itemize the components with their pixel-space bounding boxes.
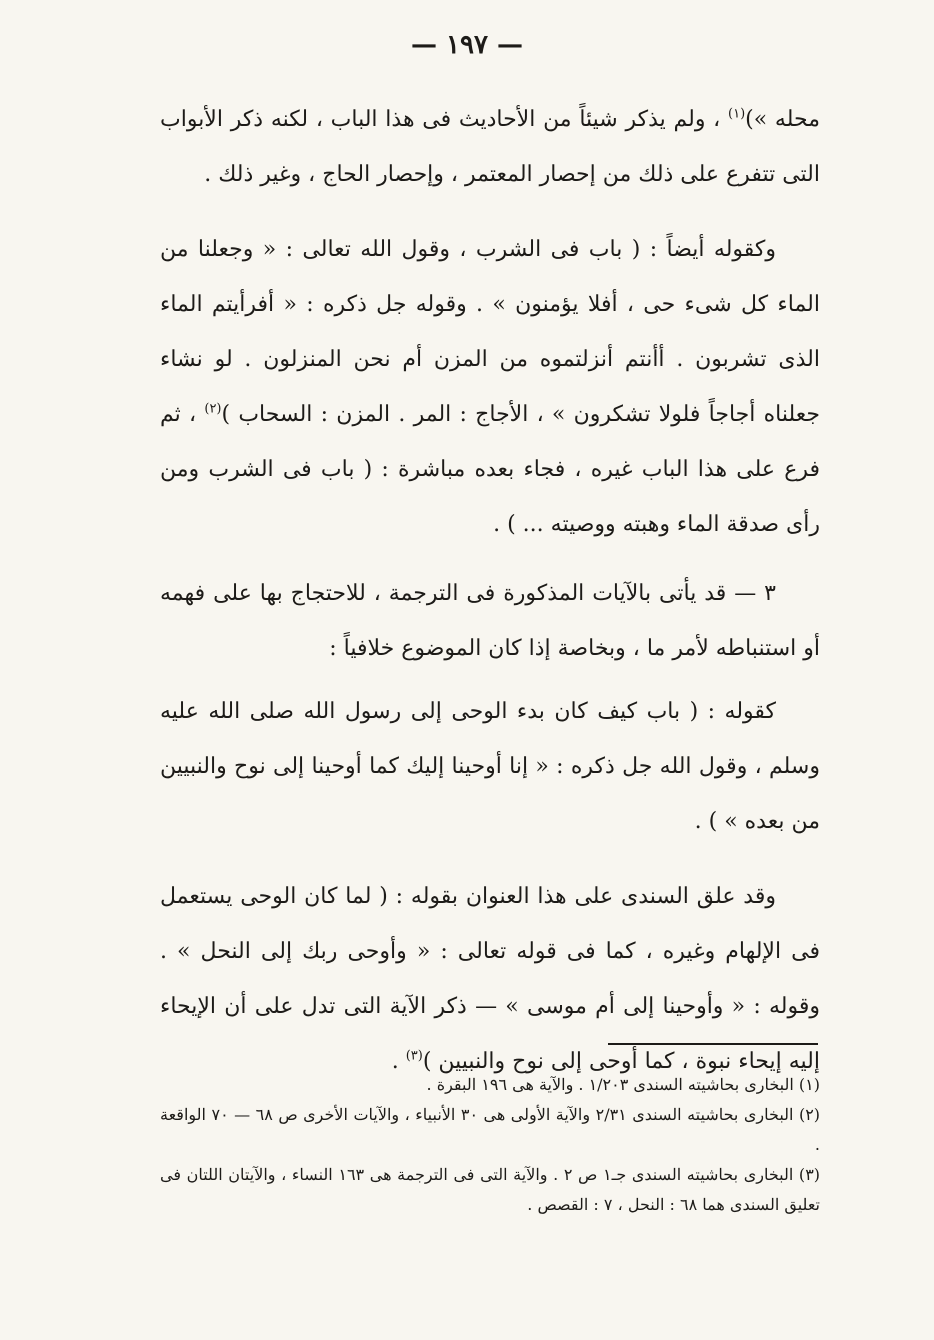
paragraph-1-rest: ، ولم يذكر شيئاً من الأحاديث فى هذا الباب ، لكنه ذكر الأبواب التى تتفرع على ذلك من إحصار المعتمر ، وإحصار الحاج ، وغير ذلك . [160,107,820,187]
paragraph-2 [160,222,820,552]
footnote-ref-1: (١) [728,106,746,122]
paragraph-4: كقوله : ( باب كيف كان بدء الوحى إلى رسول الله صلى الله عليه وسلم ، وقول الله جل ذكره : « إنا أوحينا إليك كما أوحينا إلى نوح والنبيين من بعده » ) . [160,699,820,834]
footnote-1: (١) البخارى بحاشيته السندى ١/٢٠٣ . والآية هى ١٩٦ البقرة . [426,1075,820,1094]
paragraph-1-start: محله ») [745,107,820,132]
paragraph-1 [160,92,820,202]
paragraph-5 [160,869,820,1089]
paragraph-5-rest: . [391,1049,406,1074]
paragraph-2-start: وكقوله أيضاً : ( باب فى الشرب ، وقول الله تعالى : « وجعلنا من الماء كل شىء حى ، أفلا يؤمنون » . وقوله جل ذكره : « أفرأيتم الماء الذى تشربون . أأنتم أنزلتموه من المزن أم نحن المنزلون . لو نشاء جعلناه أجاجاً فلولا تشكرون » ، الأجاج : المر . المزن : السحاب ) [160,237,820,427]
footnote-ref-2: (٢) [204,401,222,417]
footnote-2: (٢) البخارى بحاشيته السندى ٢/٣١ والآية الأولى هى ٣٠ الأنبياء ، والآيات الأخرى ص ٦٨ — ٧٠ الواقعة . [160,1105,821,1154]
paragraph-3: ٣ — قد يأتى بالآيات المذكورة فى الترجمة ، للاحتجاج بها على فهمه أو استنباطه لأمر ما ، وبخاصة إذا كان الموضوع خلافياً : [160,581,820,661]
footnote-ref-3: (٣) [405,1048,423,1064]
paragraph-5-start: وقد علق السندى على هذا العنوان بقوله : ( لما كان الوحى يستعمل فى الإلهام وغيره ، كما فى قوله تعالى : « وأوحى ربك إلى النحل » . وقوله : « وأوحينا إلى أم موسى » — ذكر الآية التى تدل على أن الإيحاء إليه إيحاء نبوة ، كما أوحى إلى نوح والنبيين ) [160,884,820,1074]
footnotes [160,1070,820,1220]
paragraph-2-rest: ، ثم فرع على هذا الباب غيره ، فجاء بعده مباشرة : ( باب فى الشرب ومن رأى صدقة الماء وهبته ووصيته ... ) . [160,402,820,537]
footnote-divider [608,1043,818,1045]
page-number: — ١٩٧ — [410,30,524,60]
main-text [160,92,820,1089]
footnote-3: (٣) البخارى بحاشيته السندى جـ١ ص ٢ . والآية التى فى الترجمة هى ١٦٣ النساء ، والآيتان اللتان فى تعليق السندى هما ٦٨ : النحل ، ٧ : القصص . [160,1165,821,1214]
